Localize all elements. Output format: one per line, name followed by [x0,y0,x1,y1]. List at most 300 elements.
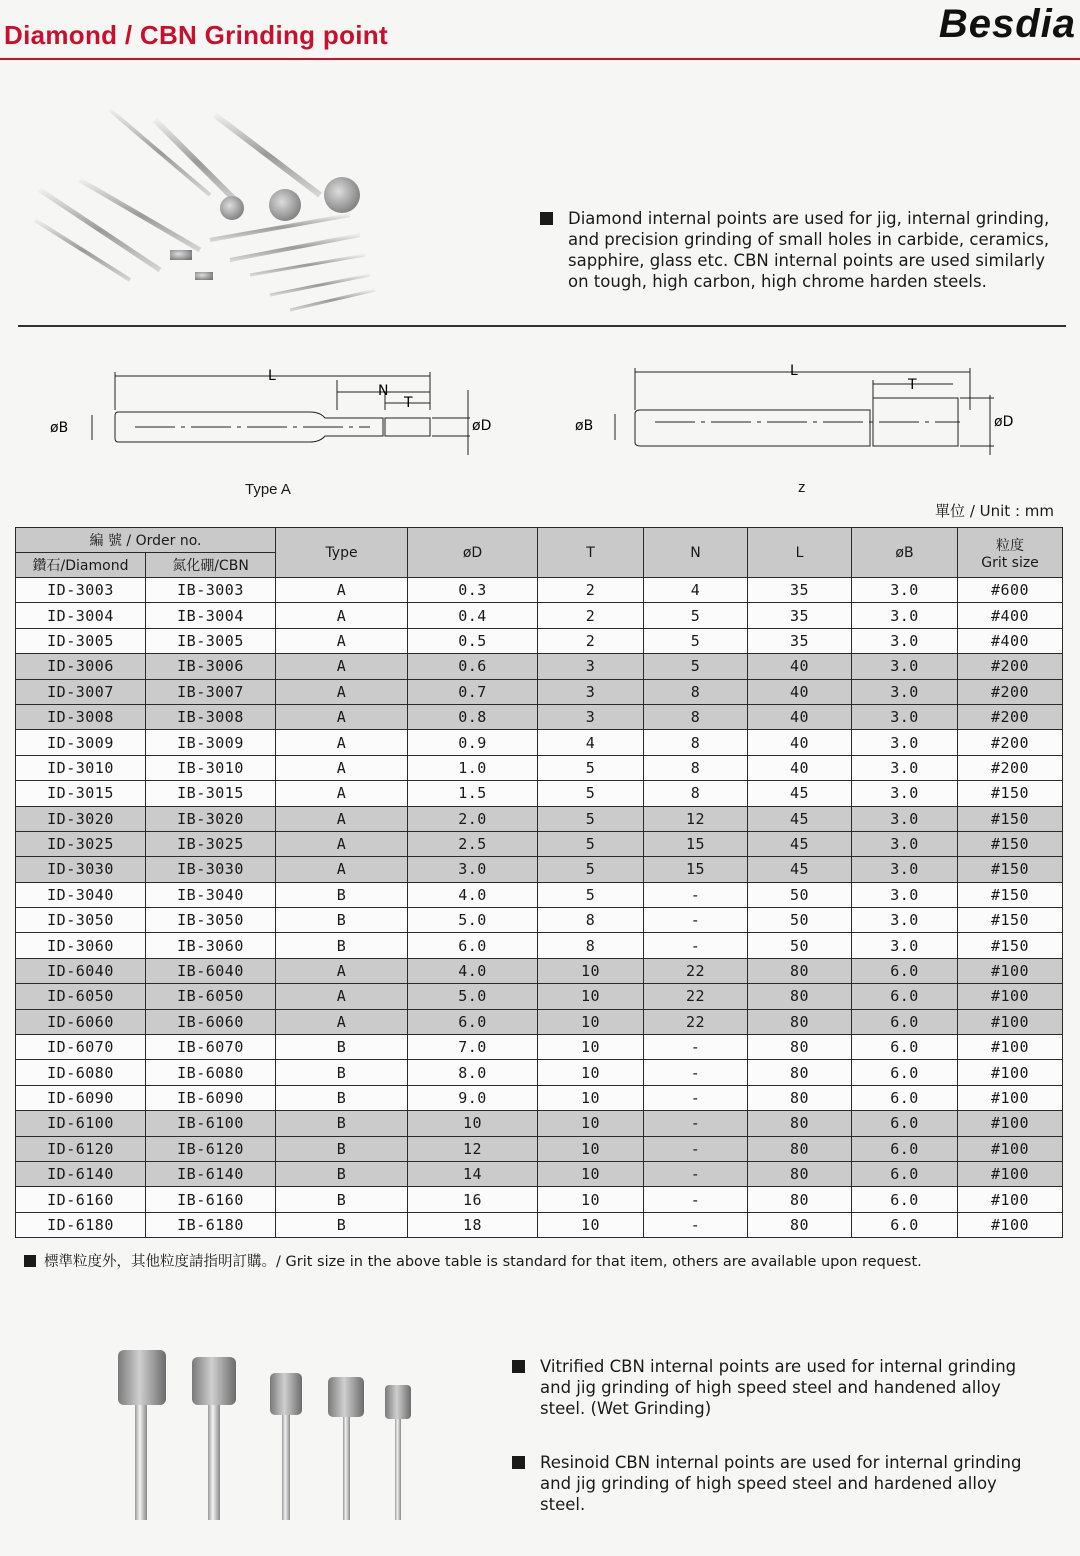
table-cell: ID-3008 [16,704,146,729]
table-cell: #150 [958,882,1063,907]
table-cell: 2.0 [408,806,538,831]
table-cell: #100 [958,958,1063,983]
table-cell: 6.0 [852,1060,958,1085]
table-cell: 22 [644,1009,748,1034]
table-cell: 5.0 [408,984,538,1009]
table-cell: ID-3007 [16,679,146,704]
table-cell: ID-6160 [16,1187,146,1212]
table-cell: B [276,1187,408,1212]
table-cell: 10 [538,1035,644,1060]
table-cell: 5 [644,654,748,679]
table-cell: 5.0 [408,908,538,933]
resinoid-description [512,1452,1032,1515]
table-cell: 0.8 [408,704,538,729]
table-cell: #200 [958,679,1063,704]
cbn-header: 氮化硼/CBN [146,553,276,578]
table-cell: 8.0 [408,1060,538,1085]
table-cell: 5 [538,755,644,780]
grinding-points-photo [20,100,400,320]
table-cell: 80 [748,1009,852,1034]
table-cell: IB-6040 [146,958,276,983]
table-cell: 45 [748,781,852,806]
table-cell: 8 [644,704,748,729]
table-cell: 3.0 [408,857,538,882]
table-cell: - [644,1035,748,1060]
table-cell: 80 [748,958,852,983]
table-cell: 10 [538,1085,644,1110]
unit-label: 單位 / Unit : mm [935,502,1054,520]
table-cell: 2.5 [408,831,538,856]
resinoid-text: Resinoid CBN internal points are used for internal grinding and jig grinding of high speed steel and hardened alloy steel. [540,1453,1022,1514]
grit-note [24,1251,1044,1273]
table-cell: ID-3050 [16,908,146,933]
table-cell: 5 [538,806,644,831]
table-cell: 10 [538,984,644,1009]
table-cell: #200 [958,704,1063,729]
dim-t-label-b: T [908,377,917,393]
table-cell: A [276,628,408,653]
table-cell: ID-6140 [16,1161,146,1186]
table-cell: B [276,1161,408,1186]
table-cell: #600 [958,578,1063,603]
table-cell: #200 [958,730,1063,755]
table-cell: 12 [408,1136,538,1161]
table-cell: - [644,1060,748,1085]
table-cell: IB-3009 [146,730,276,755]
table-cell: 40 [748,679,852,704]
table-row [16,984,1063,1009]
intro-text: Diamond internal points are used for jig, internal grinding, and precision grinding of small holes in carbide, ceramics, sapphire, glass etc. CBN internal points are used similarly on tough, high carbon, high chrome harden steels. [568,209,1050,291]
table-row [16,704,1063,729]
table-cell: 6.0 [852,984,958,1009]
table-cell: - [644,1111,748,1136]
table-cell: ID-3003 [16,578,146,603]
table-cell: A [276,781,408,806]
table-cell: #200 [958,654,1063,679]
table-row [16,730,1063,755]
table-cell: A [276,984,408,1009]
table-cell: IB-3004 [146,603,276,628]
table-cell: 3.0 [852,806,958,831]
table-cell: 6.0 [852,1035,958,1060]
table-cell: 5 [538,831,644,856]
table-cell: B [276,1060,408,1085]
table-cell: B [276,1111,408,1136]
table-cell: 50 [748,882,852,907]
table-row [16,578,1063,603]
table-cell: 80 [748,1187,852,1212]
table-cell: A [276,857,408,882]
table-cell: 3 [538,679,644,704]
table-cell: 40 [748,755,852,780]
table-cell: IB-3025 [146,831,276,856]
table-cell: 3.0 [852,857,958,882]
table-row [16,908,1063,933]
table-cell: - [644,1085,748,1110]
table-cell: 2 [538,628,644,653]
table-cell: 8 [538,908,644,933]
table-cell: #100 [958,1060,1063,1085]
intro-description [540,208,1060,292]
table-cell: 0.4 [408,603,538,628]
table-cell: 5 [538,781,644,806]
table-cell: ID-3015 [16,781,146,806]
table-cell: 35 [748,628,852,653]
table-cell: 6.0 [852,1009,958,1034]
table-cell: 0.6 [408,654,538,679]
table-row [16,654,1063,679]
spec-table-body [16,578,1063,1238]
table-cell: 12 [644,806,748,831]
table-cell: IB-6140 [146,1161,276,1186]
table-cell: ID-6100 [16,1111,146,1136]
table-cell: 2 [538,603,644,628]
table-cell: ID-3020 [16,806,146,831]
table-cell: - [644,1136,748,1161]
table-row [16,1009,1063,1034]
dim-t-label: T [404,395,413,411]
table-cell: B [276,1085,408,1110]
table-cell: 18 [408,1212,538,1237]
table-cell: 3.0 [852,908,958,933]
bullet-icon [24,1255,36,1267]
table-cell: 40 [748,730,852,755]
grit-header-en: Grit size [981,554,1039,571]
table-cell: IB-6100 [146,1111,276,1136]
table-cell: 45 [748,857,852,882]
table-row [16,781,1063,806]
page-title: Diamond / CBN Grinding point [4,20,388,50]
table-cell: ID-6040 [16,958,146,983]
d-header: øD [408,528,538,578]
table-cell: #400 [958,628,1063,653]
diamond-header: 鑽石/Diamond [16,553,146,578]
table-cell: 6.0 [852,1161,958,1186]
table-cell: ID-3005 [16,628,146,653]
table-cell: #200 [958,755,1063,780]
table-cell: #150 [958,831,1063,856]
table-cell: 22 [644,984,748,1009]
table-cell: #100 [958,1161,1063,1186]
table-cell: 8 [644,755,748,780]
table-cell: 4 [538,730,644,755]
table-cell: 10 [538,1161,644,1186]
table-cell: #150 [958,781,1063,806]
table-cell: 6.0 [852,1212,958,1237]
brand-logo: Besdia [938,2,1076,46]
table-cell: ID-3030 [16,857,146,882]
dim-n-label: N [378,383,389,399]
table-cell: 6.0 [852,958,958,983]
table-cell: 8 [644,781,748,806]
table-cell: 80 [748,1136,852,1161]
table-cell: IB-6180 [146,1212,276,1237]
table-cell: 3.0 [852,755,958,780]
table-cell: ID-3060 [16,933,146,958]
table-cell: 16 [408,1187,538,1212]
table-cell: - [644,908,748,933]
table-cell: #100 [958,984,1063,1009]
table-cell: - [644,1187,748,1212]
table-cell: A [276,831,408,856]
dim-b-label: øB [50,420,69,436]
table-cell: 5 [538,882,644,907]
table-cell: 9.0 [408,1085,538,1110]
table-cell: 7.0 [408,1035,538,1060]
order-no-header: 編 號 / Order no. [16,528,276,553]
grit-header [958,528,1063,578]
table-cell: 10 [538,1187,644,1212]
table-cell: 40 [748,654,852,679]
table-cell: #100 [958,1009,1063,1034]
cbn-points-photo [100,1345,430,1525]
n-header: N [644,528,748,578]
bullet-icon [512,1360,525,1373]
dim-d-label: øD [472,418,492,434]
table-cell: A [276,704,408,729]
type-a-label: Type A [245,481,291,498]
table-cell: #150 [958,908,1063,933]
table-cell: A [276,603,408,628]
table-row [16,1060,1063,1085]
bullet-icon [512,1456,525,1469]
table-cell: IB-3015 [146,781,276,806]
table-cell: 3.0 [852,933,958,958]
table-cell: 6.0 [408,933,538,958]
section-divider [18,325,1066,327]
table-cell: IB-3008 [146,704,276,729]
table-row [16,882,1063,907]
table-cell: 15 [644,857,748,882]
table-cell: #100 [958,1136,1063,1161]
table-cell: 5 [538,857,644,882]
table-cell: #150 [958,933,1063,958]
b-header: øB [852,528,958,578]
table-cell: 80 [748,1161,852,1186]
table-cell: IB-3060 [146,933,276,958]
table-cell: 10 [538,1212,644,1237]
grit-note-text: 標準粒度外，其他粒度請指明訂購。/ Grit size in the above table is standard for that item, others are available upon request. [44,1254,922,1270]
table-cell: 5 [644,603,748,628]
table-cell: 15 [644,831,748,856]
table-cell: 0.7 [408,679,538,704]
spec-table [15,527,1063,1238]
table-cell: #100 [958,1085,1063,1110]
table-cell: A [276,679,408,704]
vitrified-description [512,1356,1032,1419]
table-cell: 4.0 [408,882,538,907]
table-cell: B [276,1212,408,1237]
table-cell: 35 [748,578,852,603]
table-cell: 10 [538,1111,644,1136]
table-cell: B [276,908,408,933]
table-row [16,831,1063,856]
table-cell: A [276,1009,408,1034]
table-cell: ID-6090 [16,1085,146,1110]
dim-d-label-b: øD [994,414,1014,430]
vitrified-text: Vitrified CBN internal points are used for internal grinding and jig grinding of high speed steel and handened alloy steel. (Wet Grinding) [540,1357,1017,1418]
table-cell: 8 [644,679,748,704]
table-cell: 2 [538,578,644,603]
table-cell: 10 [538,958,644,983]
table-cell: 5 [644,628,748,653]
table-cell: IB-6080 [146,1060,276,1085]
table-cell: #100 [958,1111,1063,1136]
table-cell: 1.0 [408,755,538,780]
table-cell: 0.9 [408,730,538,755]
table-cell: 40 [748,704,852,729]
table-cell: A [276,654,408,679]
table-row [16,958,1063,983]
table-cell: ID-3025 [16,831,146,856]
table-cell: ID-3009 [16,730,146,755]
table-cell: 3.0 [852,831,958,856]
table-cell: ID-3010 [16,755,146,780]
table-cell: 80 [748,1111,852,1136]
table-cell: 80 [748,1212,852,1237]
table-cell: 1.5 [408,781,538,806]
table-cell: ID-6050 [16,984,146,1009]
table-cell: IB-3010 [146,755,276,780]
table-row [16,679,1063,704]
table-cell: ID-6120 [16,1136,146,1161]
table-cell: 4 [644,578,748,603]
table-cell: ID-6080 [16,1060,146,1085]
table-row [16,603,1063,628]
table-cell: IB-6120 [146,1136,276,1161]
table-cell: 4.0 [408,958,538,983]
table-cell: 10 [538,1060,644,1085]
table-cell: 6.0 [852,1136,958,1161]
table-cell: - [644,933,748,958]
table-cell: 80 [748,984,852,1009]
table-cell: B [276,1136,408,1161]
table-cell: IB-6060 [146,1009,276,1034]
table-cell: 8 [538,933,644,958]
table-cell: B [276,882,408,907]
table-cell: IB-6090 [146,1085,276,1110]
table-cell: IB-3030 [146,857,276,882]
table-cell: 80 [748,1035,852,1060]
grit-header-cn: 粒度 [996,537,1025,554]
table-cell: 6.0 [852,1085,958,1110]
table-cell: B [276,1035,408,1060]
table-row [16,1035,1063,1060]
table-cell: 3.0 [852,781,958,806]
table-cell: 3.0 [852,730,958,755]
table-cell: 8 [644,730,748,755]
table-cell: 10 [538,1009,644,1034]
table-cell: 3.0 [852,679,958,704]
table-cell: 3 [538,654,644,679]
table-cell: #400 [958,603,1063,628]
table-cell: - [644,1161,748,1186]
type-b-label: z [798,479,806,496]
table-row [16,1111,1063,1136]
table-cell: IB-6070 [146,1035,276,1060]
table-cell: #100 [958,1212,1063,1237]
table-row [16,857,1063,882]
table-cell: 0.5 [408,628,538,653]
bullet-icon [540,212,553,225]
table-cell: IB-3003 [146,578,276,603]
table-cell: 50 [748,933,852,958]
table-cell: 80 [748,1085,852,1110]
table-cell: A [276,958,408,983]
table-row [16,806,1063,831]
table-row [16,933,1063,958]
table-cell: #150 [958,857,1063,882]
table-cell: #150 [958,806,1063,831]
table-cell: ID-6180 [16,1212,146,1237]
table-cell: ID-3040 [16,882,146,907]
table-cell: ID-6070 [16,1035,146,1060]
table-cell: - [644,882,748,907]
table-row [16,628,1063,653]
table-cell: 3.0 [852,882,958,907]
table-cell: A [276,755,408,780]
table-cell: 3.0 [852,704,958,729]
table-cell: 10 [538,1136,644,1161]
table-row [16,1161,1063,1186]
table-cell: ID-3004 [16,603,146,628]
table-row [16,1187,1063,1212]
table-row [16,755,1063,780]
table-cell: IB-3006 [146,654,276,679]
table-cell: ID-3006 [16,654,146,679]
table-row [16,1085,1063,1110]
type-a-diagram [40,360,510,460]
table-cell: 35 [748,603,852,628]
table-cell: IB-6050 [146,984,276,1009]
table-cell: A [276,730,408,755]
type-header: Type [276,528,408,578]
dim-b-label-b: øB [575,418,594,434]
table-cell: 0.3 [408,578,538,603]
table-cell: #100 [958,1035,1063,1060]
table-cell: 6.0 [408,1009,538,1034]
table-cell: 3.0 [852,603,958,628]
table-cell: A [276,806,408,831]
table-row [16,1136,1063,1161]
table-cell: A [276,578,408,603]
table-cell: IB-3050 [146,908,276,933]
l-header: L [748,528,852,578]
type-b-diagram [570,360,1040,460]
table-cell: - [644,1212,748,1237]
table-cell: 14 [408,1161,538,1186]
table-cell: 3.0 [852,654,958,679]
header-divider [0,58,1080,60]
table-cell: #100 [958,1187,1063,1212]
table-cell: 50 [748,908,852,933]
table-cell: IB-3005 [146,628,276,653]
table-cell: 22 [644,958,748,983]
table-cell: B [276,933,408,958]
table-cell: IB-3007 [146,679,276,704]
table-cell: 45 [748,831,852,856]
table-cell: 3.0 [852,628,958,653]
table-cell: 3 [538,704,644,729]
table-cell: IB-3040 [146,882,276,907]
dim-l-label: L [268,368,276,384]
table-cell: IB-6160 [146,1187,276,1212]
table-row [16,1212,1063,1237]
table-cell: IB-3020 [146,806,276,831]
dim-l-label-b: L [790,363,798,379]
table-cell: 6.0 [852,1111,958,1136]
table-cell: 10 [408,1111,538,1136]
